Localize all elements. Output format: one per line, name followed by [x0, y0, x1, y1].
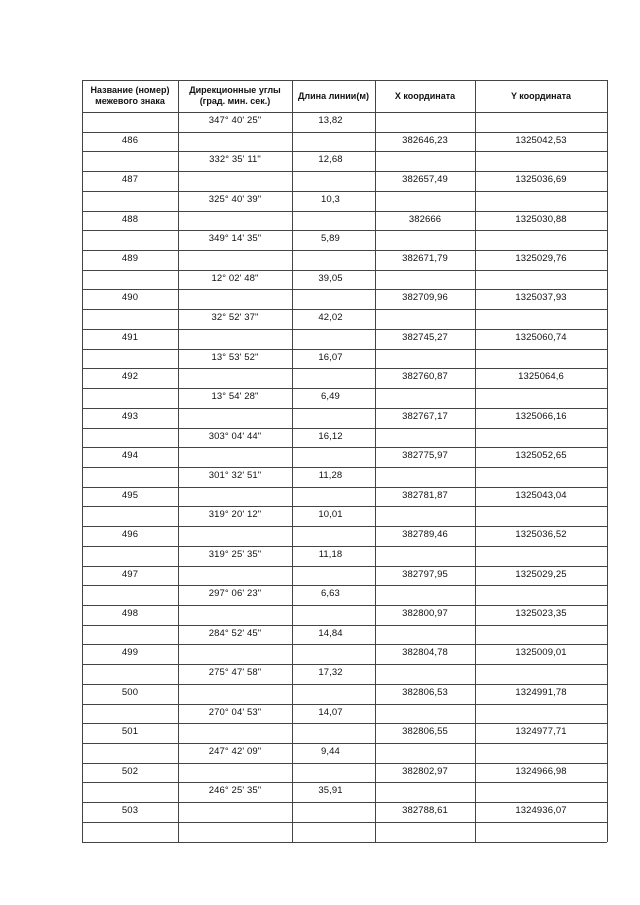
direction-angle: 347° 40' 25"	[208, 115, 262, 126]
boundary-mark-name: 497	[121, 568, 139, 580]
y-coordinate: 1325023,35	[515, 608, 567, 619]
line-length: 14,07	[318, 706, 343, 718]
column-header-line: межевого знака	[95, 96, 165, 106]
y-coordinate: 1325029,25	[515, 568, 567, 580]
table-row-border	[82, 526, 607, 527]
boundary-mark-name: 500	[121, 686, 139, 698]
table-row-border	[82, 428, 607, 429]
direction-angle: 275° 47' 58"	[208, 667, 262, 679]
y-coordinate: 1325036,52	[515, 529, 567, 541]
boundary-mark-name: 503	[121, 805, 139, 817]
x-coordinate: 382745,27	[402, 331, 448, 343]
x-coordinate: 382666	[408, 213, 442, 225]
boundary-mark-name: 499	[121, 647, 139, 659]
boundary-mark-name: 496	[121, 529, 139, 541]
y-coordinate: 1325043,04	[515, 489, 567, 501]
y-coordinate: 1325030,88	[515, 213, 567, 225]
boundary-mark-name: 491	[121, 331, 139, 343]
column-header	[475, 91, 607, 102]
table-row-border	[82, 368, 607, 369]
line-length: 6,49	[321, 391, 340, 403]
boundary-mark-name: 494	[121, 450, 139, 462]
column-header-line: X координата	[394, 91, 456, 101]
column-header-line: Y координата	[510, 91, 572, 101]
table-row-border	[82, 270, 607, 271]
y-coordinate: 1325052,65	[515, 450, 567, 462]
boundary-mark-name: 493	[121, 410, 139, 422]
line-length: 12,68	[318, 154, 343, 166]
column-header-line: Длина линии(м)	[297, 91, 369, 101]
table-row-border	[82, 191, 607, 192]
line-length: 9,44	[321, 746, 340, 758]
column-header-line: Название (номер)	[90, 85, 170, 95]
table-top-border	[82, 80, 607, 81]
table-row-border	[82, 349, 607, 350]
y-coordinate: 1325060,74	[515, 331, 567, 343]
table-row-border	[82, 151, 607, 152]
direction-angle: 270° 04' 53"	[208, 706, 262, 718]
direction-angle: 13° 54' 28"	[211, 391, 259, 403]
direction-angle: 297° 06' 23"	[208, 588, 262, 600]
line-length: 11,28	[318, 469, 343, 481]
direction-angle: 332° 35' 11"	[209, 154, 261, 166]
table-row-border	[82, 329, 607, 330]
y-coordinate: 1325036,69	[515, 174, 567, 186]
line-length: 5,89	[321, 233, 340, 245]
direction-angle: 301° 32' 51"	[208, 469, 262, 481]
line-length: 14,84	[318, 627, 343, 639]
column-header	[178, 85, 292, 107]
x-coordinate: 382646,23	[402, 134, 448, 146]
boundary-mark-name: 498	[121, 608, 139, 619]
column-header	[82, 85, 178, 107]
table-row-border	[82, 822, 607, 823]
x-coordinate: 382804,78	[402, 647, 448, 659]
x-coordinate: 382806,55	[402, 726, 448, 738]
table-row-border	[82, 309, 607, 310]
boundary-mark-name: 492	[121, 371, 139, 383]
table-row-border	[82, 289, 607, 290]
x-coordinate: 382800,97	[402, 608, 448, 619]
line-length: 16,12	[318, 430, 343, 442]
boundary-mark-name: 488	[121, 213, 139, 225]
x-coordinate: 382797,95	[402, 568, 448, 580]
table-row-border	[82, 408, 607, 409]
table-row-border	[82, 684, 607, 685]
table-row-border	[82, 546, 607, 547]
line-length: 6,63	[321, 588, 340, 600]
y-coordinate: 1325042,53	[515, 134, 567, 146]
table-row-border	[82, 704, 607, 705]
direction-angle: 246° 25' 35"	[208, 785, 262, 797]
table-header-border	[82, 112, 607, 113]
table-row-border	[82, 506, 607, 507]
x-coordinate: 382806,53	[402, 686, 448, 698]
table-row-border	[82, 625, 607, 626]
table-row-border	[82, 802, 607, 803]
x-coordinate: 382767,17	[402, 410, 448, 422]
boundary-mark-name: 502	[121, 765, 139, 777]
y-coordinate: 1324991,78	[515, 686, 567, 698]
table-row-border	[82, 487, 607, 488]
direction-angle: 319° 25' 35"	[208, 548, 262, 560]
table-row-border	[82, 230, 607, 231]
table-row-border	[82, 447, 607, 448]
boundary-mark-name: 487	[121, 174, 139, 186]
direction-angle: 32° 52' 37"	[211, 312, 259, 324]
boundary-mark-name: 489	[121, 253, 139, 265]
x-coordinate: 382789,46	[402, 529, 448, 541]
direction-angle: 349° 14' 35"	[208, 233, 262, 245]
table-row-border	[82, 566, 607, 567]
table-row-border	[82, 605, 607, 606]
x-coordinate: 382802,97	[402, 765, 448, 777]
boundary-mark-name: 495	[121, 489, 139, 501]
line-length: 10,3	[321, 193, 340, 205]
direction-angle: 319° 20' 12"	[208, 509, 262, 521]
table-row-border	[82, 842, 607, 843]
y-coordinate: 1325009,01	[515, 647, 567, 659]
line-length: 42,02	[318, 312, 343, 324]
y-coordinate: 1325029,76	[515, 253, 567, 265]
line-length: 13,82	[318, 115, 343, 126]
table-row-border	[82, 664, 607, 665]
x-coordinate: 382775,97	[402, 450, 448, 462]
table-row-border	[82, 211, 607, 212]
direction-angle: 12° 02' 48"	[211, 272, 259, 284]
table-row-border	[82, 743, 607, 744]
x-coordinate: 382760,87	[402, 371, 448, 383]
boundary-mark-name: 490	[121, 292, 139, 304]
line-length: 17,32	[318, 667, 343, 679]
boundary-mark-name: 501	[121, 726, 139, 738]
table-column-border	[607, 80, 608, 842]
table-row-border	[82, 250, 607, 251]
line-length: 16,07	[318, 351, 343, 363]
direction-angle: 325° 40' 39"	[208, 193, 262, 205]
y-coordinate: 1325064,6	[518, 371, 564, 383]
direction-angle: 13° 53' 52"	[211, 351, 259, 363]
table-row-border	[82, 723, 607, 724]
column-header	[375, 91, 475, 102]
column-header-line: Дирекционные углы	[189, 85, 281, 95]
line-length: 35,91	[318, 785, 343, 797]
y-coordinate: 1324936,07	[515, 805, 567, 817]
x-coordinate: 382709,96	[402, 292, 448, 304]
table-row-border	[82, 467, 607, 468]
table-row-border	[82, 782, 607, 783]
x-coordinate: 382781,87	[402, 489, 448, 501]
y-coordinate: 1325037,93	[515, 292, 567, 304]
table-row-border	[82, 644, 607, 645]
direction-angle: 284° 52' 45"	[208, 627, 262, 639]
line-length: 10,01	[318, 509, 343, 521]
table-row-border	[82, 763, 607, 764]
y-coordinate: 1324966,98	[515, 765, 567, 777]
table-row-border	[82, 388, 607, 389]
x-coordinate: 382788,61	[402, 805, 448, 817]
line-length: 39,05	[318, 272, 343, 284]
table-row-border	[82, 132, 607, 133]
y-coordinate: 1324977,71	[515, 726, 567, 738]
line-length: 11,18	[318, 548, 343, 560]
table-row-border	[82, 171, 607, 172]
column-header-line: (град. мин. сек.)	[199, 96, 271, 106]
direction-angle: 303° 04' 44"	[208, 430, 262, 442]
x-coordinate: 382671,79	[402, 253, 448, 265]
x-coordinate: 382657,49	[402, 174, 448, 186]
y-coordinate: 1325066,16	[515, 410, 567, 422]
direction-angle: 247° 42' 09"	[208, 746, 262, 758]
boundary-mark-name: 486	[121, 134, 139, 146]
column-header	[292, 91, 375, 102]
table-row-border	[82, 585, 607, 586]
